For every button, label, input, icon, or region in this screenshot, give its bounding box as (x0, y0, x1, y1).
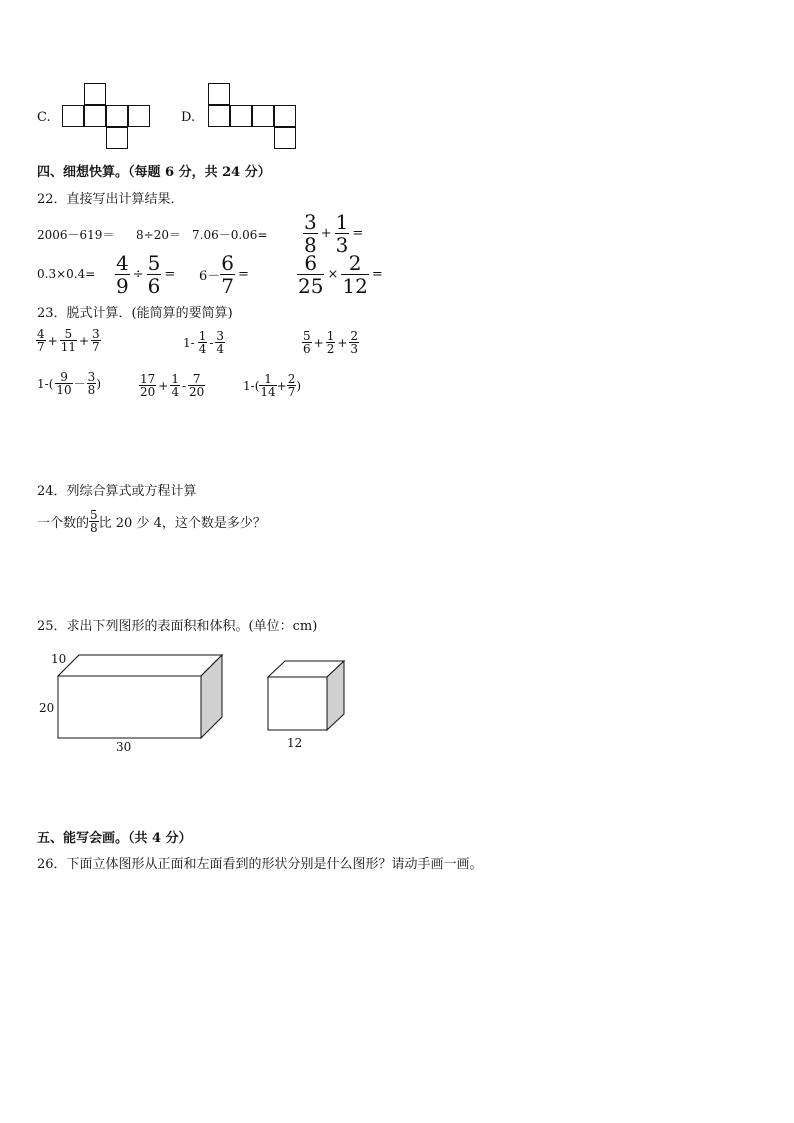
q23-expr-3: $\frac{5}{6}$ + $\frac{1}{2}$ + $\frac{2}{3}$ (303, 329, 359, 356)
q22-title: 22．直接写出计算结果． (37, 192, 184, 207)
q26-title: 26．下面立体图形从正面和左面看到的形状分别是什么图形？请动手画一画。 (37, 857, 483, 872)
q22-expr-4: $\frac{3}{8}$ + $\frac{1}{3}$ = (304, 210, 364, 257)
q23-title: 23．脱式计算．(能简算的要简算) (37, 306, 233, 321)
q22-expr-1: 2006－619＝ (37, 228, 115, 242)
cube-edge-label: 12 (287, 736, 303, 750)
q23-expr-5: $\frac{17}{20}$ + $\frac{1}{4}$ - $\frac{7}{20}$ (140, 372, 205, 399)
q22-expr-5: 0.3×0.4= (37, 267, 96, 281)
cuboid-height-label: 20 (39, 701, 55, 715)
q22-expr-7: 6－ $\frac{6}{7}$ = (199, 251, 249, 298)
cube-figure (268, 661, 344, 730)
cuboid-depth-label: 10 (51, 652, 67, 666)
q23-expr-1: $\frac{4}{7}$ + $\frac{5}{11}$ + $\frac{3}{7}$ (37, 327, 100, 354)
q23-expr-2: 1- $\frac{1}{4}$ - $\frac{3}{4}$ (183, 329, 225, 356)
cuboid-figure (58, 655, 222, 738)
section-4-title: 四、细想快算。（每题 6 分，共 24 分） (37, 165, 271, 180)
q22-expr-8: $\frac{6}{25}$ × $\frac{2}{12}$ = (298, 251, 383, 298)
q22-expr-2: 8÷20＝ (136, 228, 181, 242)
cuboid-length-label: 30 (116, 740, 132, 754)
option-d-label: D. (181, 110, 196, 125)
q25-title: 25．求出下列图形的表面积和体积。(单位：cm) (37, 619, 318, 634)
q23-expr-4: 1-( $\frac{9}{10}$ － $\frac{3}{8}$ ) (37, 370, 101, 397)
q23-expr-6: 1-( $\frac{1}{14}$ + $\frac{2}{7}$ ) (243, 372, 302, 399)
section-5-title: 五、能写会画。（共 4 分） (37, 831, 192, 846)
q24-problem: 一个数的 $\frac{5}{8}$ 比 20 少 4，这个数是多少？ (37, 508, 266, 535)
q24-title: 24．列综合算式或方程计算 (37, 484, 197, 499)
q22-expr-3: 7.06－0.06= (192, 228, 268, 242)
option-c-label: C. (37, 110, 51, 125)
q22-expr-6: $\frac{4}{9}$ ÷ $\frac{5}{6}$ = (116, 251, 176, 298)
